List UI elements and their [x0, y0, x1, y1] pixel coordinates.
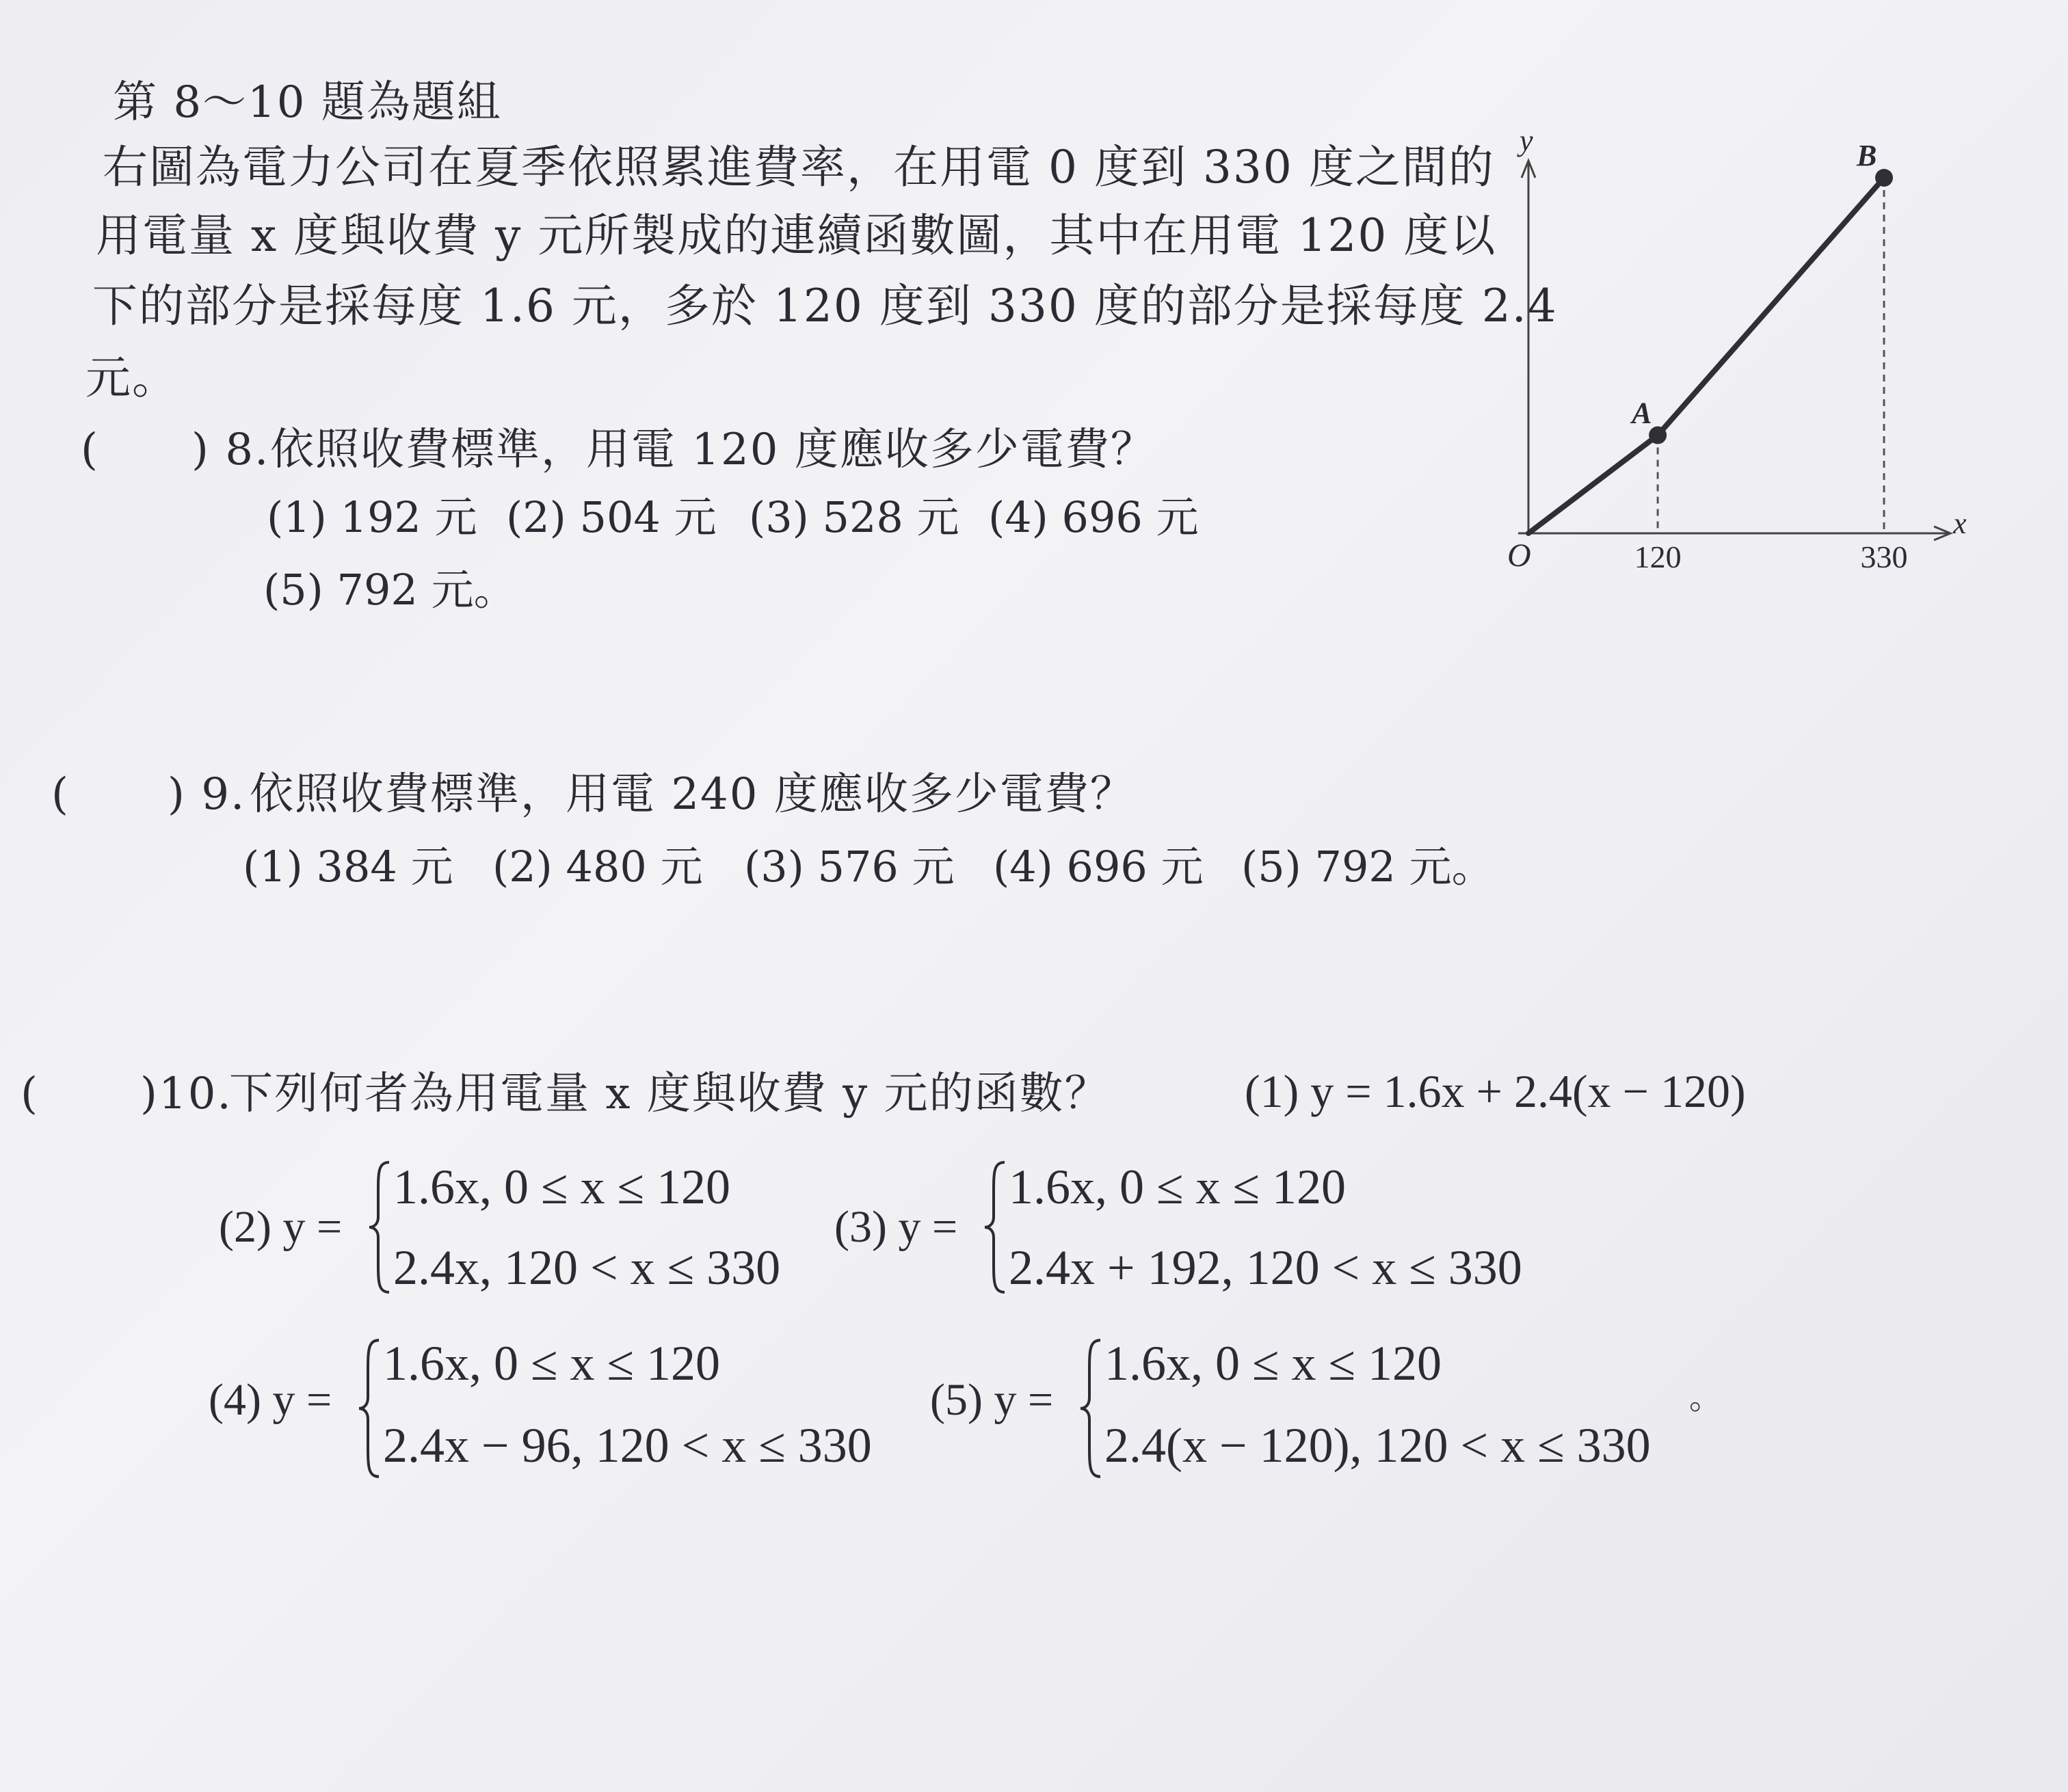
x-axis-label: x: [1953, 507, 1967, 540]
q8-option-4[interactable]: (4) 696 元: [988, 492, 1199, 542]
q10-option-4-brace: [356, 1337, 383, 1480]
q8-option-3[interactable]: (3) 528 元: [749, 492, 959, 542]
q9-option-3[interactable]: (3) 576 元: [744, 842, 955, 892]
y-axis-label: y: [1520, 124, 1533, 157]
q10-option-4-case-1: 1.6x, 0 ≤ x ≤ 120: [383, 1336, 721, 1391]
q10-end-mark: 。: [1689, 1378, 1724, 1417]
q10-option-5-case-1: 1.6x, 0 ≤ x ≤ 120: [1104, 1336, 1442, 1391]
q10-question-text: 下列何者為用電量 x 度與收費 y 元的函數？: [229, 1069, 1110, 1119]
piecewise-function-graph: [1491, 123, 1983, 602]
q9-option-5[interactable]: (5) 792 元。: [1241, 842, 1494, 892]
q10-option-5-label[interactable]: (5) y =: [930, 1375, 1054, 1425]
q8-number: ) 8.: [191, 425, 270, 475]
q10-option-5-case-2: 2.4(x − 120), 120 < x ≤ 330: [1104, 1418, 1651, 1473]
q8-option-1[interactable]: (1) 192 元: [267, 492, 477, 542]
q9-option-2[interactable]: (2) 480 元: [492, 842, 703, 892]
q10-answer-paren-open[interactable]: (: [21, 1069, 39, 1119]
q9-answer-paren-open[interactable]: (: [51, 769, 70, 820]
q9-option-4[interactable]: (4) 696 元: [993, 842, 1204, 892]
q9-question-text: 依照收費標準，用電 240 度應收多少電費？: [250, 769, 1135, 820]
q10-option-4-label[interactable]: (4) y =: [209, 1375, 332, 1425]
x-axis: [1518, 526, 1950, 540]
point-a-label: A: [1632, 396, 1652, 430]
q10-option-1[interactable]: (1) y = 1.6x + 2.4(x − 120): [1245, 1065, 1746, 1117]
problem-group-header: 第 8～10 題為題組: [113, 77, 502, 128]
q10-number: )10.: [140, 1069, 233, 1119]
point-b: [1875, 169, 1893, 187]
q10-option-3-case-2: 2.4x + 192, 120 < x ≤ 330: [1009, 1240, 1522, 1295]
intro-line-1: 右圖為電力公司在夏季依照累進費率，在用電 0 度到 330 度之間的: [103, 141, 1495, 193]
q10-option-3-brace: [981, 1159, 1009, 1296]
origin-label: O: [1507, 537, 1531, 574]
q9-option-1[interactable]: (1) 384 元: [243, 842, 453, 892]
x-tick-120: 120: [1634, 539, 1682, 574]
q9-number: ) 9.: [168, 769, 246, 820]
q10-option-2-case-1: 1.6x, 0 ≤ x ≤ 120: [393, 1160, 731, 1214]
q10-option-5-brace: [1077, 1337, 1104, 1480]
q10-option-2-case-2: 2.4x, 120 < x ≤ 330: [393, 1240, 781, 1295]
q10-option-2-brace: [366, 1159, 393, 1296]
q10-option-3-label[interactable]: (3) y =: [834, 1202, 958, 1252]
q10-option-2-label[interactable]: (2) y =: [219, 1202, 343, 1252]
intro-line-2: 用電量 x 度與收費 y 元所製成的連續函數圖，其中在用電 120 度以: [96, 209, 1497, 262]
segment-low-rate: [1528, 436, 1658, 533]
q10-option-3-case-1: 1.6x, 0 ≤ x ≤ 120: [1009, 1160, 1347, 1214]
q8-option-5[interactable]: (5) 792 元。: [263, 565, 516, 615]
segment-high-rate: [1658, 178, 1884, 436]
q10-option-4-case-2: 2.4x − 96, 120 < x ≤ 330: [383, 1418, 872, 1473]
point-b-label: B: [1857, 139, 1877, 172]
q8-option-2[interactable]: (2) 504 元: [506, 492, 717, 542]
intro-line-4: 元。: [85, 351, 178, 404]
intro-line-3: 下的部分是採每度 1.6 元，多於 120 度到 330 度的部分是採每度 2.4: [92, 280, 1558, 332]
x-tick-330: 330: [1860, 539, 1908, 574]
y-axis: [1522, 161, 1535, 533]
q8-question-text: 依照收費標準，用電 120 度應收多少電費？: [270, 425, 1156, 475]
q8-answer-paren-open[interactable]: (: [81, 425, 99, 475]
